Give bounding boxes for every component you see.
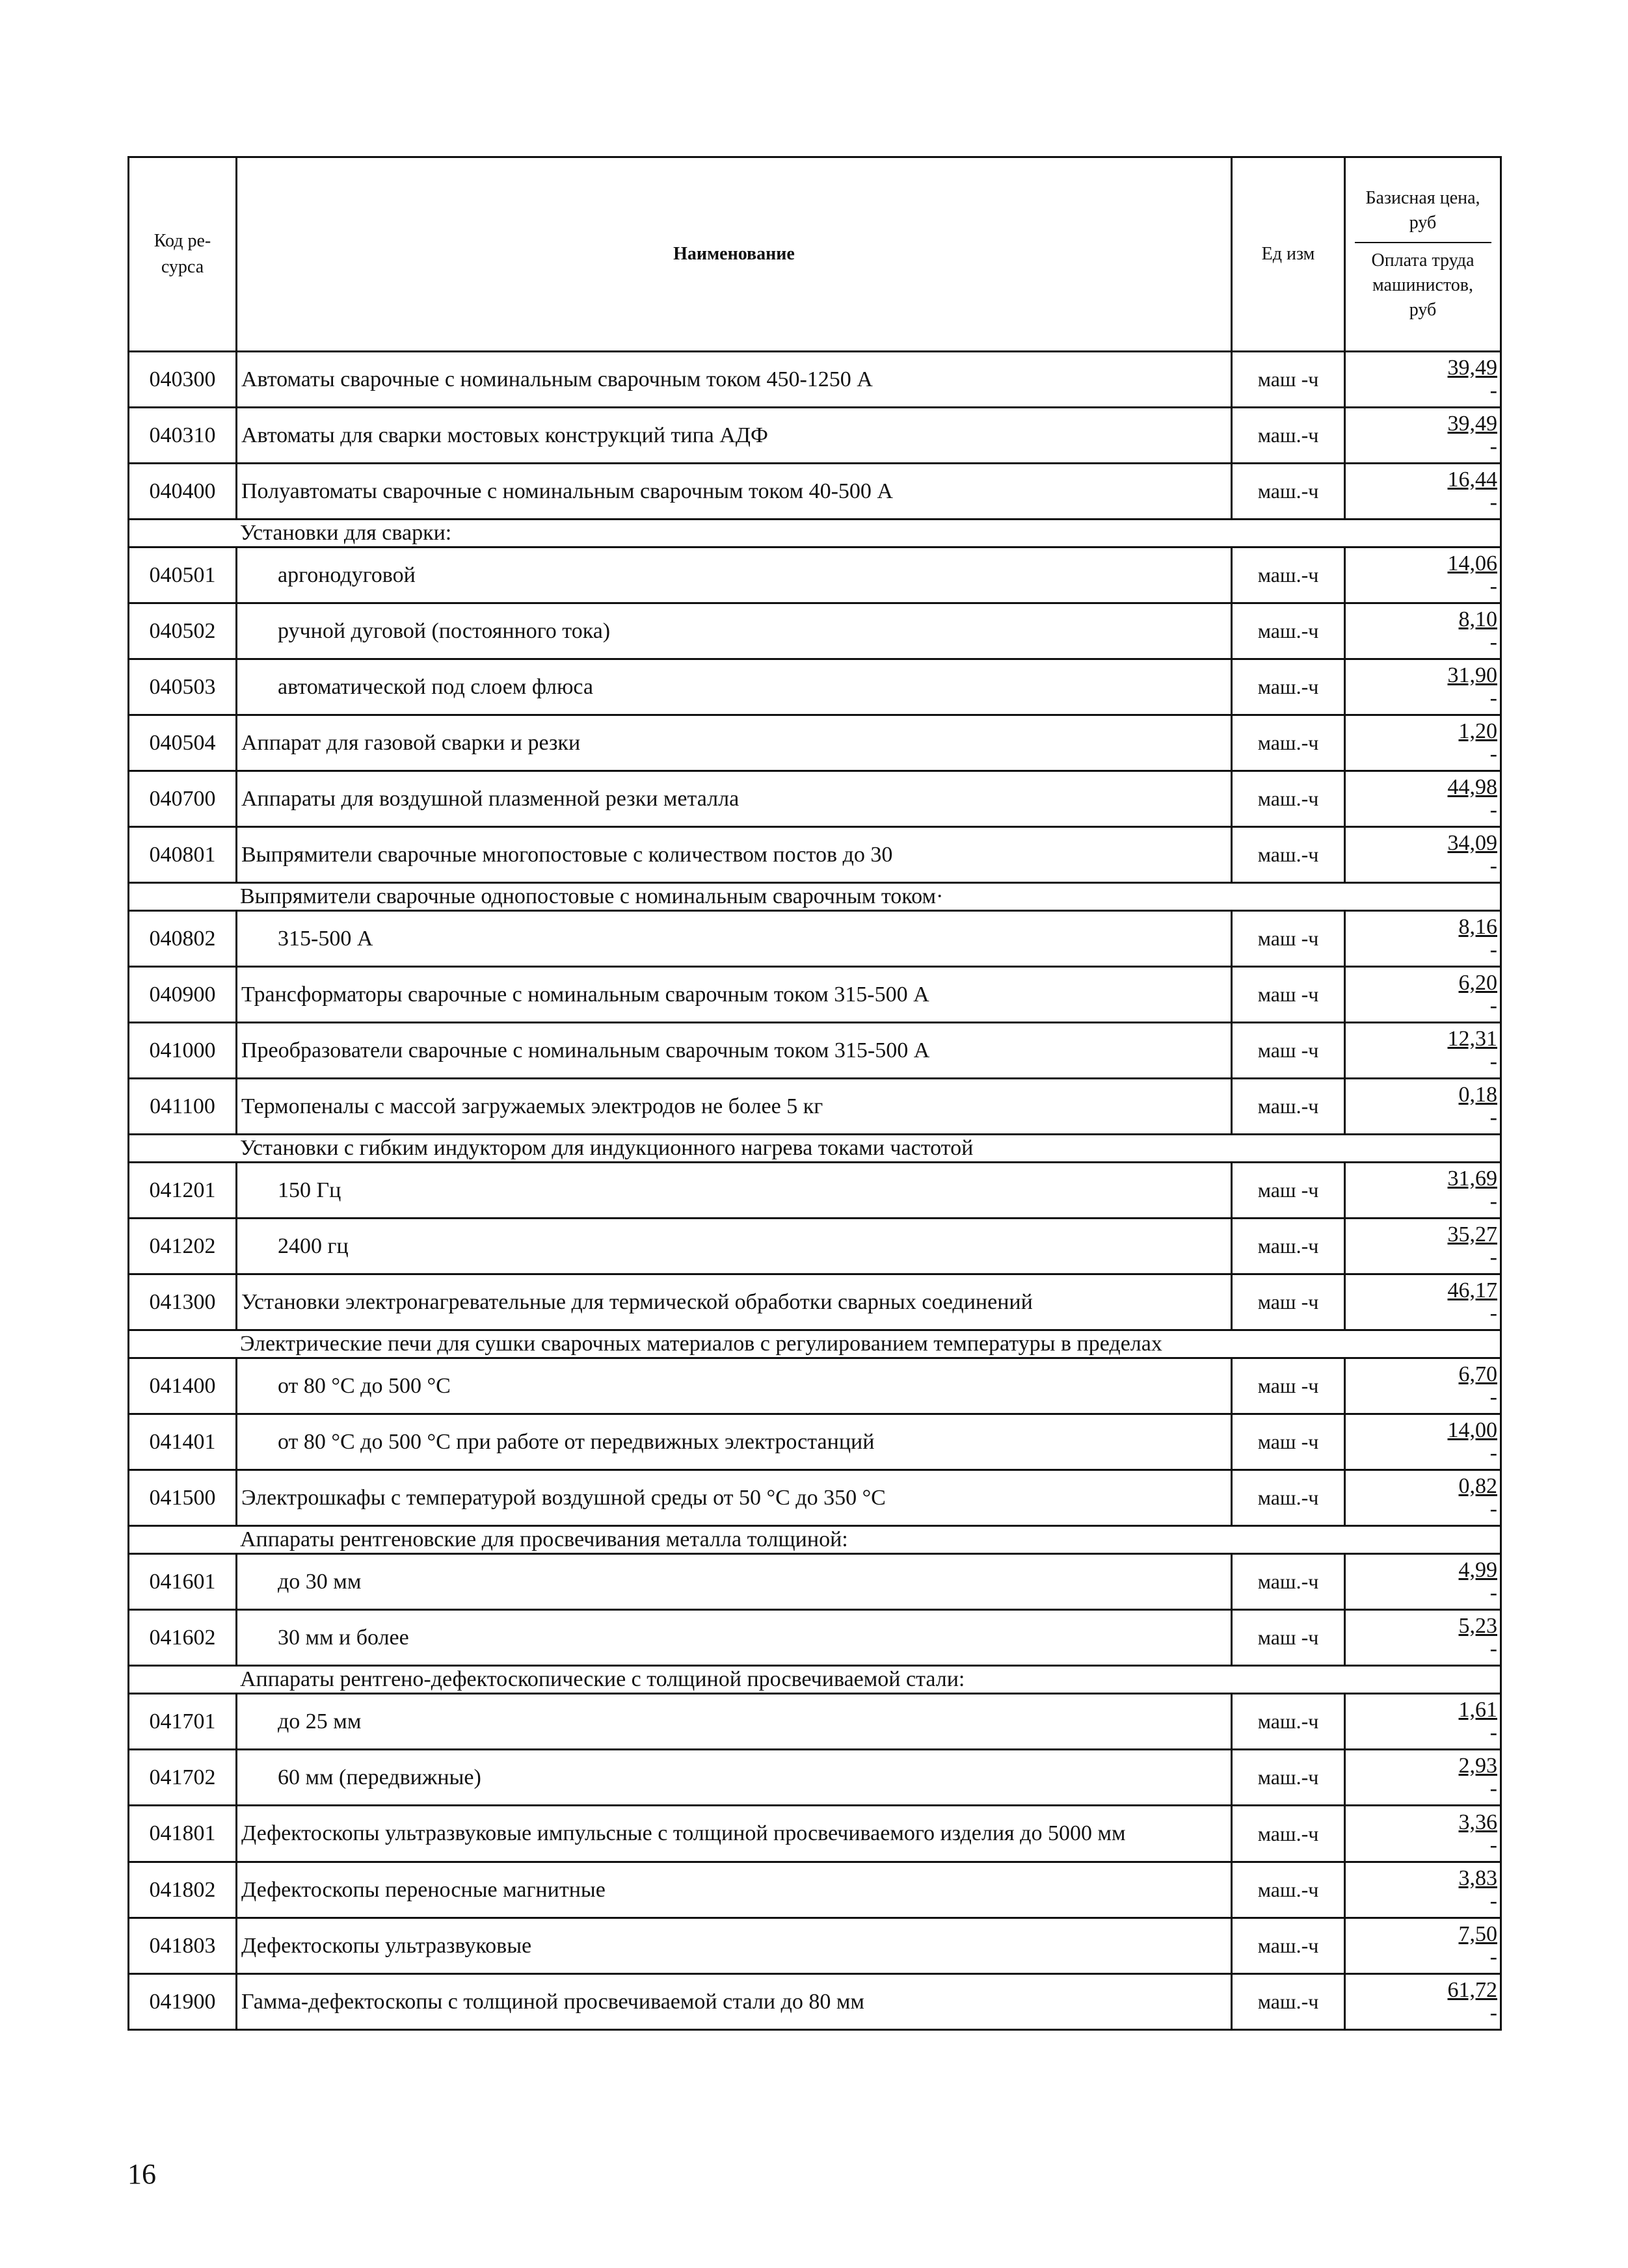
document-sheet [127,156,1500,2031]
price-cell [1345,1219,1501,1274]
price-stack [1459,607,1501,653]
price-stack [1448,775,1501,821]
resource-name: ручной дуговой (постоянного тока) [237,603,1232,659]
unit-of-measure: маш.-ч [1232,1079,1345,1135]
price-stack [1448,1418,1501,1464]
base-price: 44,98 [1447,775,1497,799]
price-stack [1459,1614,1501,1659]
resource-code: 041000 [129,1023,237,1079]
resource-code: 040501 [129,547,237,603]
header-price [1345,157,1501,352]
price-stack [1459,1558,1501,1603]
base-price: 8,16 [1458,915,1497,939]
price-cell [1345,771,1501,827]
resource-code: 041602 [129,1610,237,1666]
resource-code: 040900 [129,967,237,1023]
group-heading-cell [129,1526,1501,1554]
base-price: 31,69 [1447,1167,1497,1191]
resource-name: 150 Гц [237,1163,1232,1219]
table-body [129,352,1501,2030]
resource-code: 041300 [129,1274,237,1330]
resource-code: 040802 [129,911,237,967]
price-cell [1345,1274,1501,1330]
operator-wage: - [1489,1049,1497,1074]
header-price-line1: Базисная цена, [1365,188,1480,208]
group-heading-cell [129,1666,1501,1694]
resource-name: Электрошкафы с температурой воздушной среды от 50 °С до 350 °С [237,1470,1232,1526]
price-cell [1345,1470,1501,1526]
group-heading-text: Выпрямители сварочные однопостовые с номинальным сварочным током· [240,884,944,908]
resource-code: 040300 [129,352,237,408]
base-price: 0,18 [1458,1083,1497,1107]
price-stack [1459,1810,1501,1856]
unit-of-measure: маш -ч [1232,1023,1345,1079]
base-price: 3,36 [1458,1810,1497,1834]
price-cell [1345,659,1501,715]
table-row [129,1862,1501,1918]
operator-wage: - [1489,1776,1497,1800]
table-row [129,408,1501,464]
price-cell [1345,547,1501,603]
table-row [129,967,1501,1023]
resource-name: 2400 гц [237,1219,1232,1274]
group-heading-text: Аппараты рентгено-дефектоскопические с толщиной просвечиваемой стали: [240,1667,965,1691]
price-cell [1345,827,1501,883]
resource-name: 30 мм и более [237,1610,1232,1666]
price-cell [1345,1414,1501,1470]
resource-name: от 80 °С до 500 °С при работе от передвижных электростанций [237,1414,1232,1470]
unit-of-measure: маш.-ч [1232,1750,1345,1806]
price-cell [1345,464,1501,520]
operator-wage: - [1489,1105,1497,1129]
operator-wage: - [1489,1441,1497,1465]
table-row [129,771,1501,827]
unit-of-measure: маш -ч [1232,1163,1345,1219]
operator-wage: - [1489,1637,1497,1661]
table-row [129,911,1501,967]
resource-code: 040504 [129,715,237,771]
resource-code: 040400 [129,464,237,520]
resource-name: аргонодуговой [237,547,1232,603]
operator-wage: - [1489,1832,1497,1857]
group-heading-cell [129,883,1501,911]
unit-of-measure: маш.-ч [1232,1219,1345,1274]
table-row [129,1974,1501,2030]
operator-wage: - [1489,574,1497,598]
price-cell [1345,1163,1501,1219]
resource-code: 041702 [129,1750,237,1806]
price-cell [1345,1554,1501,1610]
price-stack [1459,1754,1501,1799]
price-stack [1448,1027,1501,1072]
operator-wage: - [1489,434,1497,458]
group-heading-row [129,520,1501,547]
header-operator-wage [1351,248,1495,323]
table-row [129,1274,1501,1330]
unit-of-measure: маш.-ч [1232,1806,1345,1862]
header-name: Наименование [237,157,1232,352]
price-cell [1345,408,1501,464]
resource-code: 041601 [129,1554,237,1610]
table-row [129,1358,1501,1414]
base-price: 46,17 [1447,1278,1497,1302]
group-heading-text: Установки с гибким индуктором для индукционного нагрева токами частотой [240,1136,974,1160]
base-price: 2,93 [1458,1754,1497,1778]
resource-name: Дефектоскопы ультразвуковые импульсные с толщиной просвечиваемого изделия до 5000 мм [237,1806,1232,1862]
price-stack [1459,971,1501,1016]
price-cell [1345,352,1501,408]
table-row [129,1023,1501,1079]
operator-wage: - [1489,1385,1497,1409]
price-stack [1459,1083,1501,1128]
table-row [129,464,1501,520]
base-price: 0,82 [1458,1474,1497,1498]
operator-wage: - [1489,1245,1497,1269]
price-stack [1448,1167,1501,1212]
table-row [129,827,1501,883]
price-stack [1448,412,1501,457]
resource-code: 040503 [129,659,237,715]
resource-code: 040310 [129,408,237,464]
operator-wage: - [1489,798,1497,822]
base-price: 35,27 [1447,1222,1497,1246]
resource-code: 041802 [129,1862,237,1918]
operator-wage: - [1489,378,1497,402]
unit-of-measure: маш -ч [1232,911,1345,967]
table-header [129,157,1501,352]
resource-name: Гамма-дефектоскопы с толщиной просвечиваемой стали до 80 мм [237,1974,1232,2030]
resource-name: Дефектоскопы переносные магнитные [237,1862,1232,1918]
base-price: 3,83 [1458,1866,1497,1890]
operator-wage: - [1489,1721,1497,1745]
unit-of-measure: маш -ч [1232,1274,1345,1330]
price-stack [1459,1362,1501,1408]
unit-of-measure: маш -ч [1232,1414,1345,1470]
unit-of-measure: маш.-ч [1232,771,1345,827]
table-row [129,1750,1501,1806]
table-row [129,1163,1501,1219]
price-stack [1459,1698,1501,1743]
resource-code: 041401 [129,1414,237,1470]
resource-name: Полуавтоматы сварочные с номинальным сварочным током 40-500 А [237,464,1232,520]
price-stack [1448,1278,1501,1324]
resource-code: 041801 [129,1806,237,1862]
base-price: 31,90 [1447,663,1497,687]
resource-name: Установки электронагревательные для термической обработки сварных соединений [237,1274,1232,1330]
unit-of-measure: маш.-ч [1232,603,1345,659]
header-base-price [1351,186,1495,242]
price-cell [1345,1862,1501,1918]
resource-name: от 80 °С до 500 °С [237,1358,1232,1414]
price-stack [1448,1978,1501,2024]
operator-wage: - [1489,630,1497,654]
unit-of-measure: маш.-ч [1232,1918,1345,1974]
group-heading-text: Аппараты рентгеновские для просвечивания металла толщиной: [240,1527,848,1551]
unit-of-measure: маш -ч [1232,1358,1345,1414]
base-price: 5,23 [1458,1614,1497,1638]
price-cell [1345,1918,1501,1974]
table-row [129,547,1501,603]
price-stack [1459,1866,1501,1912]
resource-price-table [127,156,1502,2031]
price-cell [1345,1806,1501,1862]
price-cell [1345,715,1501,771]
price-stack [1459,1474,1501,1520]
base-price: 14,00 [1447,1418,1497,1442]
price-cell [1345,911,1501,967]
group-heading-row [129,883,1501,911]
table-row [129,1918,1501,1974]
header-unit: Ед изм [1232,157,1345,352]
operator-wage: - [1489,686,1497,710]
base-price: 12,31 [1447,1027,1497,1051]
base-price: 16,44 [1447,468,1497,492]
resource-code: 041701 [129,1694,237,1750]
table-row [129,1470,1501,1526]
price-stack [1448,1222,1501,1268]
price-cell [1345,967,1501,1023]
price-stack [1448,831,1501,877]
resource-code: 041803 [129,1918,237,1974]
price-cell [1345,1974,1501,2030]
base-price: 7,50 [1458,1922,1497,1946]
table-row [129,715,1501,771]
unit-of-measure: маш.-ч [1232,1694,1345,1750]
operator-wage: - [1489,938,1497,962]
price-cell [1345,1694,1501,1750]
operator-wage: - [1489,1581,1497,1605]
unit-of-measure: маш.-ч [1232,715,1345,771]
base-price: 14,06 [1447,551,1497,575]
header-price-line2: руб [1409,213,1437,233]
base-price: 39,49 [1447,412,1497,436]
unit-of-measure: маш -ч [1232,352,1345,408]
base-price: 39,49 [1447,356,1497,380]
header-price-divider [1355,242,1491,243]
table-row [129,1554,1501,1610]
resource-code: 040801 [129,827,237,883]
unit-of-measure: маш.-ч [1232,1862,1345,1918]
header-code-line1: Код ре- [153,231,211,251]
operator-wage: - [1489,1497,1497,1521]
operator-wage: - [1489,854,1497,878]
table-row [129,1694,1501,1750]
unit-of-measure: маш.-ч [1232,464,1345,520]
header-code-line2: сурса [161,257,204,277]
base-price: 4,99 [1458,1558,1497,1582]
resource-code: 041202 [129,1219,237,1274]
operator-wage: - [1489,1301,1497,1325]
operator-wage: - [1489,490,1497,514]
table-row [129,1414,1501,1470]
price-cell [1345,1610,1501,1666]
unit-of-measure: маш -ч [1232,967,1345,1023]
resource-name: Преобразователи сварочные с номинальным сварочным током 315-500 А [237,1023,1232,1079]
unit-of-measure: маш.-ч [1232,1470,1345,1526]
table-row [129,603,1501,659]
price-stack [1448,663,1501,709]
table-row [129,659,1501,715]
price-stack [1459,915,1501,960]
price-cell [1345,1750,1501,1806]
resource-name: 60 мм (передвижные) [237,1750,1232,1806]
group-heading-row [129,1135,1501,1163]
resource-code: 041201 [129,1163,237,1219]
unit-of-measure: маш.-ч [1232,1974,1345,2030]
operator-wage: - [1489,1889,1497,1913]
price-cell [1345,1358,1501,1414]
base-price: 6,20 [1458,971,1497,995]
table-row [129,1219,1501,1274]
base-price: 1,61 [1458,1698,1497,1722]
price-stack [1459,719,1501,765]
base-price: 1,20 [1458,719,1497,743]
operator-wage: - [1489,1189,1497,1213]
header-wage-line3: руб [1409,300,1437,320]
unit-of-measure: маш.-ч [1232,547,1345,603]
group-heading-cell [129,520,1501,547]
operator-wage: - [1489,2001,1497,2025]
header-wage-line2: машинистов, [1372,275,1473,295]
group-heading-cell [129,1330,1501,1358]
resource-name: Термопеналы с массой загружаемых электродов не более 5 кг [237,1079,1232,1135]
price-stack [1448,551,1501,597]
table-row [129,1079,1501,1135]
table-row [129,1610,1501,1666]
resource-name: Автоматы сварочные с номинальным сварочным током 450-1250 А [237,352,1232,408]
group-heading-row [129,1666,1501,1694]
resource-name: Трансформаторы сварочные с номинальным сварочным током 315-500 А [237,967,1232,1023]
price-cell [1345,1023,1501,1079]
resource-name: 315-500 А [237,911,1232,967]
table-row [129,1806,1501,1862]
resource-code: 041100 [129,1079,237,1135]
unit-of-measure: маш.-ч [1232,408,1345,464]
resource-name: Дефектоскопы ультразвуковые [237,1918,1232,1974]
header-wage-line1: Оплата труда [1371,250,1475,270]
group-heading-row [129,1330,1501,1358]
operator-wage: - [1489,994,1497,1018]
header-code [129,157,237,352]
unit-of-measure: маш.-ч [1232,659,1345,715]
base-price: 61,72 [1447,1978,1497,2002]
unit-of-measure: маш -ч [1232,1610,1345,1666]
resource-code: 040700 [129,771,237,827]
group-heading-text: Электрические печи для сушки сварочных материалов с регулированием температуры в пределах [240,1332,1162,1356]
group-heading-cell [129,1135,1501,1163]
resource-name: Автоматы для сварки мостовых конструкций типа АДФ [237,408,1232,464]
page-number: 16 [127,2158,156,2190]
resource-name: до 25 мм [237,1694,1232,1750]
operator-wage: - [1489,742,1497,766]
resource-name: Аппараты для воздушной плазменной резки металла [237,771,1232,827]
base-price: 6,70 [1458,1362,1497,1386]
unit-of-measure: маш.-ч [1232,1554,1345,1610]
table-row [129,352,1501,408]
resource-name: Выпрямители сварочные многопостовые с количеством постов до 30 [237,827,1232,883]
base-price: 8,10 [1458,607,1497,631]
price-cell [1345,1079,1501,1135]
group-heading-text: Установки для сварки: [240,521,452,545]
operator-wage: - [1489,1945,1497,1969]
price-stack [1448,468,1501,513]
price-stack [1459,1922,1501,1968]
price-cell [1345,603,1501,659]
resource-code: 041900 [129,1974,237,2030]
price-stack [1448,356,1501,401]
base-price: 34,09 [1447,831,1497,855]
resource-code: 040502 [129,603,237,659]
resource-name: до 30 мм [237,1554,1232,1610]
resource-name: Аппарат для газовой сварки и резки [237,715,1232,771]
resource-code: 041400 [129,1358,237,1414]
resource-name: автоматической под слоем флюса [237,659,1232,715]
group-heading-row [129,1526,1501,1554]
unit-of-measure: маш.-ч [1232,827,1345,883]
resource-code: 041500 [129,1470,237,1526]
